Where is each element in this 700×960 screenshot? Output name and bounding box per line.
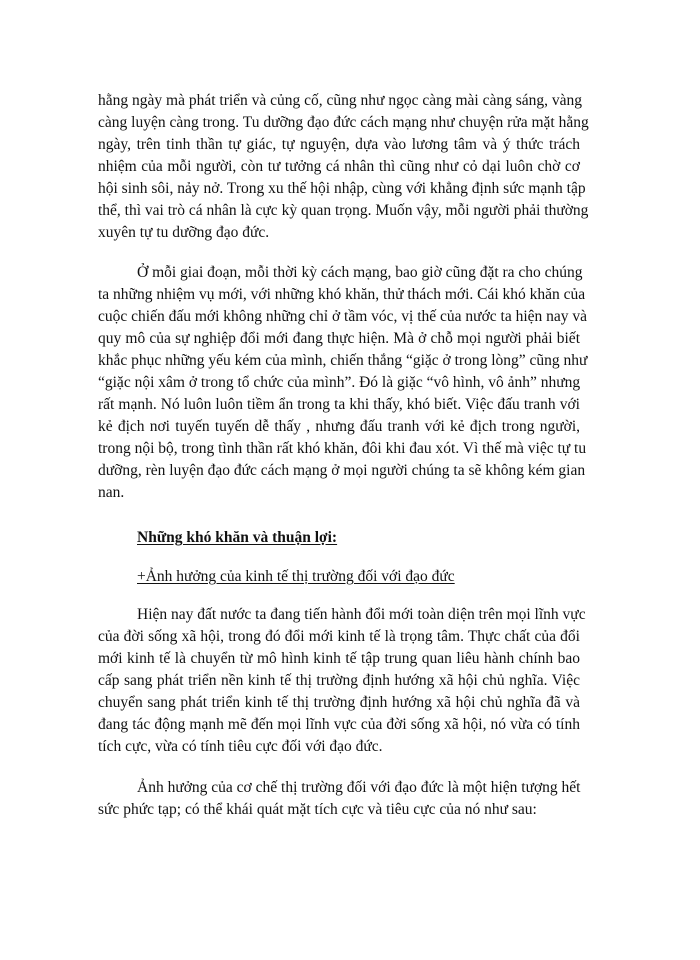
paragraph-line: “giặc nội xâm ở trong tổ chức của mình”. Đó là giặc “vô hình, vô ảnh” nhưng xyxy=(98,374,581,391)
paragraph-line: chuyển sang phát triển kinh tế thị trường định hướng xã hội chủ nghĩa đã và xyxy=(98,694,580,711)
paragraph-line: trong nội bộ, trong tình thần rất khó khăn, đôi khi đau xót. Vì thế mà việc tự tu xyxy=(98,440,587,457)
paragraph-line: khắc phục những yếu kém của mình, chiến thắng “giặc ở trong lòng” cũng như xyxy=(98,352,588,369)
paragraph-line: sức phức tạp; có thể khái quát mặt tích cực và tiêu cực của nó như sau: xyxy=(98,801,537,818)
paragraph-line: của đời sống xã hội, trong đó đổi mới kinh tế là trọng tâm. Thực chất của đổi xyxy=(98,628,580,645)
paragraph-line: hội sinh sôi, nảy nở. Trong xu thế hội nhập, cùng với khẳng định sức mạnh tập xyxy=(98,180,586,197)
paragraph-line: ngày, trên tinh thần tự giác, tự nguyện, dựa vào lương tâm và ý thức trách xyxy=(98,136,580,153)
paragraph-line: ta những nhiệm vụ mới, với những khó khăn, thử thách mới. Cái khó khăn của xyxy=(98,286,586,303)
paragraph-line: càng luyện càng trong. Tu dưỡng đạo đức cách mạng như chuyện rửa mặt hằng xyxy=(98,114,589,131)
paragraph-line: Ảnh hưởng của cơ chế thị trường đối với đạo đức là một hiện tượng hết xyxy=(137,779,581,796)
paragraph-2 xyxy=(98,262,588,504)
paragraph-line: quy mô của sự nghiệp đổi mới đang thực hiện. Mà ở chỗ mọi người phải biết xyxy=(98,330,580,347)
paragraph-line: thể, thì vai trò cá nhân là cực kỳ quan trọng. Muốn vậy, mỗi người phải thường xyxy=(98,202,589,219)
paragraph-line: nhiệm của mỗi người, còn tư tưởng cá nhân thì cũng như cỏ dại luôn chờ cơ xyxy=(98,158,580,175)
paragraph-line: Hiện nay đất nước ta đang tiến hành đổi mới toàn diện trên mọi lĩnh vực xyxy=(137,606,586,623)
paragraph-line: cuộc chiến đấu mới không những chỉ ở tầm vóc, vị thế của nước ta hiện nay và xyxy=(98,308,588,325)
paragraph-1 xyxy=(98,90,589,244)
paragraph-3 xyxy=(98,604,586,758)
paragraph-line: rất mạnh. Nó luôn luôn tiềm ẩn trong ta khi thấy, khó biết. Việc đấu tranh với xyxy=(98,396,580,413)
paragraph-line: dưỡng, rèn luyện đạo đức cách mạng ở mọi người chúng ta sẽ không kém gian xyxy=(98,462,586,479)
paragraph-line: xuyên tự tu dưỡng đạo đức. xyxy=(98,224,270,241)
paragraph-line: Ở mỗi giai đoạn, mỗi thời kỳ cách mạng, bao giờ cũng đặt ra cho chúng xyxy=(137,264,583,281)
paragraph-line: kẻ địch nơi tuyến tuyến dễ thấy , nhưng đấu tranh với kẻ địch trong người, xyxy=(98,418,580,435)
paragraph-line: tích cực, vừa có tính tiêu cực đối với đạo đức. xyxy=(98,738,383,755)
section-title: Những khó khăn và thuận lợi: xyxy=(137,529,338,546)
paragraph-line: nan. xyxy=(98,484,125,501)
paragraph-line: cấp sang phát triển nền kinh tế thị trường định hướng xã hội chủ nghĩa. Việc xyxy=(98,672,580,689)
paragraph-line: đang tác động mạnh mẽ đến mọi lĩnh vực của đời sống xã hội, nó vừa có tính xyxy=(98,716,580,733)
paragraph-4 xyxy=(98,777,580,821)
paragraph-line: mới kinh tế là chuyển từ mô hình kinh tế tập trung quan liêu hành chính bao xyxy=(98,650,580,667)
subsection-title: +Ảnh hưởng của kinh tế thị trường đối với đạo đức xyxy=(137,568,455,585)
paragraph-line: hằng ngày mà phát triển và củng cố, cũng như ngọc càng mài càng sáng, vàng xyxy=(98,92,583,109)
